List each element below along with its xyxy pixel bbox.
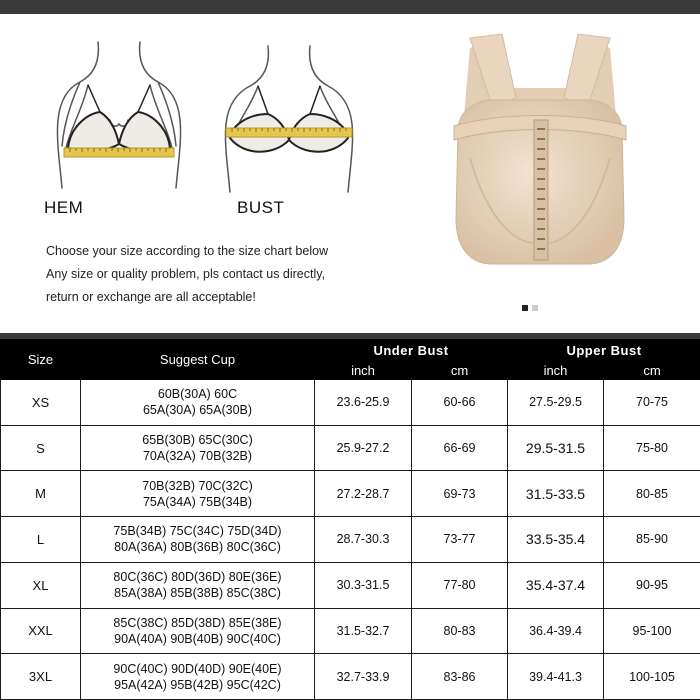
under-bust-inch-cell: 31.5-32.7: [315, 608, 412, 654]
cup-cell: [81, 608, 315, 654]
size-cell: L: [1, 517, 81, 563]
note-line-1: Choose your size according to the size chart below: [46, 244, 329, 258]
top-bar: [0, 0, 700, 14]
cup-line: 70A(32A) 70B(32B): [142, 449, 253, 464]
size-chart-table: [0, 339, 700, 700]
table-row: [1, 517, 700, 563]
table-row: [1, 608, 700, 654]
cup-line: 90C(40C) 90D(40D) 90E(40E): [113, 661, 282, 676]
table-row: [1, 380, 700, 426]
size-cell: XL: [1, 562, 81, 608]
upper-bust-cm-cell: 75-80: [604, 425, 700, 471]
upper-bust-cm-cell: 95-100: [604, 608, 700, 654]
under-bust-inch-cell: 25.9-27.2: [315, 425, 412, 471]
cup-line: 60B(30A) 60C: [157, 387, 238, 402]
under-bust-inch-cell: 27.2-28.7: [315, 471, 412, 517]
upper-bust-inch-cell: 33.5-35.4: [508, 517, 604, 563]
cup-cell: [81, 517, 315, 563]
cup-line: 80C(36C) 80D(36D) 80E(36E): [113, 570, 282, 585]
header-upper-cm: cm: [604, 361, 700, 380]
header-size: Size: [1, 340, 81, 380]
upper-bust-inch-cell: 36.4-39.4: [508, 608, 604, 654]
cup-line: 75A(34A) 75B(34B): [142, 494, 253, 509]
cup-line: 75B(34B) 75C(34C) 75D(34D): [113, 524, 282, 539]
under-bust-cm-cell: 77-80: [412, 562, 508, 608]
product-photo: [440, 28, 640, 278]
size-cell: XXL: [1, 608, 81, 654]
upper-bust-inch-cell: 35.4-37.4: [508, 562, 604, 608]
cup-line: 70B(32B) 70C(32C): [142, 478, 253, 493]
hem-illustration: [40, 40, 200, 190]
under-bust-inch-cell: 23.6-25.9: [315, 380, 412, 426]
header-suggest-cup: Suggest Cup: [81, 340, 315, 380]
cup-line: 85A(38A) 85B(38B) 85C(38C): [114, 586, 281, 601]
upper-bust-cm-cell: 85-90: [604, 517, 700, 563]
under-bust-cm-cell: 66-69: [412, 425, 508, 471]
upper-bust-cm-cell: 80-85: [604, 471, 700, 517]
bust-illustration: [210, 44, 370, 194]
cup-line: 85C(38C) 85D(38D) 85E(38E): [113, 615, 282, 630]
header-under-bust: Under Bust: [315, 340, 508, 361]
note-line-3: return or exchange are all acceptable!: [46, 290, 256, 304]
under-bust-cm-cell: 73-77: [412, 517, 508, 563]
header-upper-bust: Upper Bust: [508, 340, 700, 361]
header-upper-inch: inch: [508, 361, 604, 380]
cup-line: 95A(42A) 95B(42B) 95C(42C): [114, 677, 281, 692]
table-row: [1, 471, 700, 517]
under-bust-inch-cell: 28.7-30.3: [315, 517, 412, 563]
cup-line: 80A(36A) 80B(36B) 80C(36C): [114, 540, 281, 555]
table-row: [1, 654, 700, 700]
upper-bust-cm-cell: 70-75: [604, 380, 700, 426]
upper-bust-inch-cell: 39.4-41.3: [508, 654, 604, 700]
upper-bust-inch-cell: 29.5-31.5: [508, 425, 604, 471]
cup-line: 90A(40A) 90B(40B) 90C(40C): [114, 631, 281, 646]
size-cell: M: [1, 471, 81, 517]
under-bust-inch-cell: 30.3-31.5: [315, 562, 412, 608]
table-row: [1, 425, 700, 471]
under-bust-inch-cell: 32.7-33.9: [315, 654, 412, 700]
table-row: [1, 562, 700, 608]
cup-line: 65A(30A) 65A(30B): [142, 403, 253, 418]
cup-cell: [81, 380, 315, 426]
under-bust-cm-cell: 80-83: [412, 608, 508, 654]
carousel-dot[interactable]: [532, 305, 538, 311]
header-under-inch: inch: [315, 361, 412, 380]
upper-bust-inch-cell: 27.5-29.5: [508, 380, 604, 426]
size-cell: S: [1, 425, 81, 471]
size-cell: 3XL: [1, 654, 81, 700]
under-bust-cm-cell: 83-86: [412, 654, 508, 700]
carousel-dot-active[interactable]: [522, 305, 528, 311]
note-line-2: Any size or quality problem, pls contact us directly,: [46, 267, 326, 281]
hem-caption: HEM: [44, 198, 84, 217]
header-under-cm: cm: [412, 361, 508, 380]
upper-bust-cm-cell: 90-95: [604, 562, 700, 608]
cup-cell: [81, 654, 315, 700]
carousel-dots: [522, 298, 542, 316]
size-cell: XS: [1, 380, 81, 426]
bust-caption: BUST: [237, 198, 285, 217]
upper-bust-inch-cell: 31.5-33.5: [508, 471, 604, 517]
under-bust-cm-cell: 69-73: [412, 471, 508, 517]
upper-bust-cm-cell: 100-105: [604, 654, 700, 700]
cup-cell: [81, 425, 315, 471]
cup-line: 65B(30B) 65C(30C): [142, 433, 253, 448]
cup-cell: [81, 562, 315, 608]
cup-cell: [81, 471, 315, 517]
under-bust-cm-cell: 60-66: [412, 380, 508, 426]
